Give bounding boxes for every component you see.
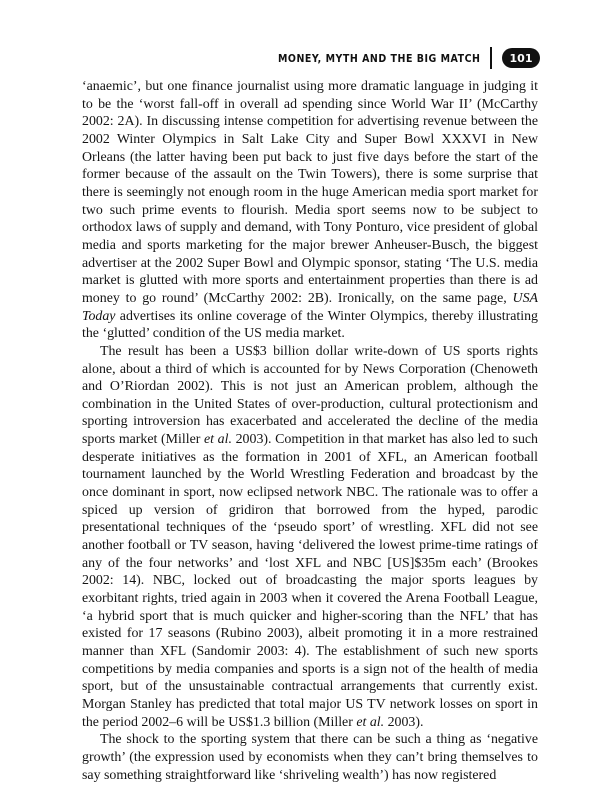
header-divider bbox=[490, 47, 492, 69]
body-text bbox=[82, 78, 538, 784]
running-head: MONEY, MYTH AND THE BIG MATCH bbox=[277, 51, 480, 65]
paragraph-2-text-c: 2003). bbox=[384, 714, 424, 730]
page-number: 101 bbox=[502, 48, 540, 68]
paragraph-2-text-b: 2003). Competition in that market has also led to such desperate initiatives as the formation in 2001 of XFL, an American football tournament launched by the World Wrestling Federation and broadcast by the once dominant in sport, now eclipsed network NBC. The rationale was to offer a spiced up version of gridiron that borrowed from the hyped, parodic presentational techniques of the ‘pseudo sport’ of wrestling. XFL did not see another football or TV season, having ‘delivered the lowest prime-time ratings of any of the four networks’ and ‘lost XFL and NBC [US]$35m each’ (Brookes 2002: 14). NBC, locked out of broadcasting the major sports leagues by exorbitant rights, tried again in 2003 when it covered the Arena Football League, ‘a hybrid sport that is much quicker and higher-scoring than the NFL’ that has existed for 17 seasons (Rubino 2003), albeit promoting it in a more restrained manner than XFL (Sandomir 2003: 4). The establishment of such new sports competitions by media companies and sports is a sign not of the health of media sport, but of the unsustainable contractual arrangements that currently exist. Morgan Stanley has predicted that total major US TV network losses on sport in the period 2002–6 will be US$1.3 billion (Miller bbox=[82, 432, 538, 730]
paragraph-3 bbox=[82, 731, 538, 784]
paragraph-3-text: The shock to the sporting system that there can be such a thing as ‘negative growth’ (the expression used by economists when they can’t bring themselves to say something straightforward like ‘shriveling wealth’) has now registered bbox=[82, 732, 538, 783]
paragraph-1-text: ‘anaemic’, but one finance journalist using more dramatic language in judging it to be the ‘worst fall-off in overall ad spending since World War II’ (McCarthy 2002: 2A). In discussing intense competition for advertising revenue between the 2002 Winter Olympics in Salt Lake City and Super Bowl XXXVI in New Orleans (the latter having been put back to just five days before the start of the former because of the assault on the Twin Towers), there is some surprise that there is seemingly not enough room in the huge American media sport market for two such prime events to flourish. Media sport seems now to be subject to orthodox laws of supply and demand, with Tony Ponturo, vice president of global media and sports marketing for the major brewer Anheuser-Busch, the biggest advertiser at the 2002 Super Bowl and Olympic sponsor, stating ‘The U.S. media market is glutted with more sports and entertainment properties than there is ad money to go round’ (McCarthy 2002: 2B). Ironically, on the same page, bbox=[82, 79, 538, 306]
paragraph-1-tail: advertises its online coverage of the Winter Olympics, thereby illustrating the ‘glutted’ condition of the US media market. bbox=[82, 308, 538, 342]
paragraph-2-text-a: The result has been a US$3 billion dollar write-down of US sports rights alone, about a third of which is accounted for by News Corporation (Chenoweth and O’Riordan 2002). This is not just an American problem, although the combination in the United States of over-production, cultural protectionism and sporting introversion has exacerbated and accelerated the decline of the media sports market (Miller bbox=[82, 343, 538, 448]
paragraph-2-italic-b: et al. bbox=[356, 714, 385, 730]
paragraph-2-italic-a: et al. bbox=[204, 432, 232, 448]
paragraph-1-italic: USA Today bbox=[82, 290, 538, 324]
page-header bbox=[96, 44, 540, 72]
paragraph-2 bbox=[82, 343, 538, 731]
paragraph-1 bbox=[82, 78, 538, 343]
